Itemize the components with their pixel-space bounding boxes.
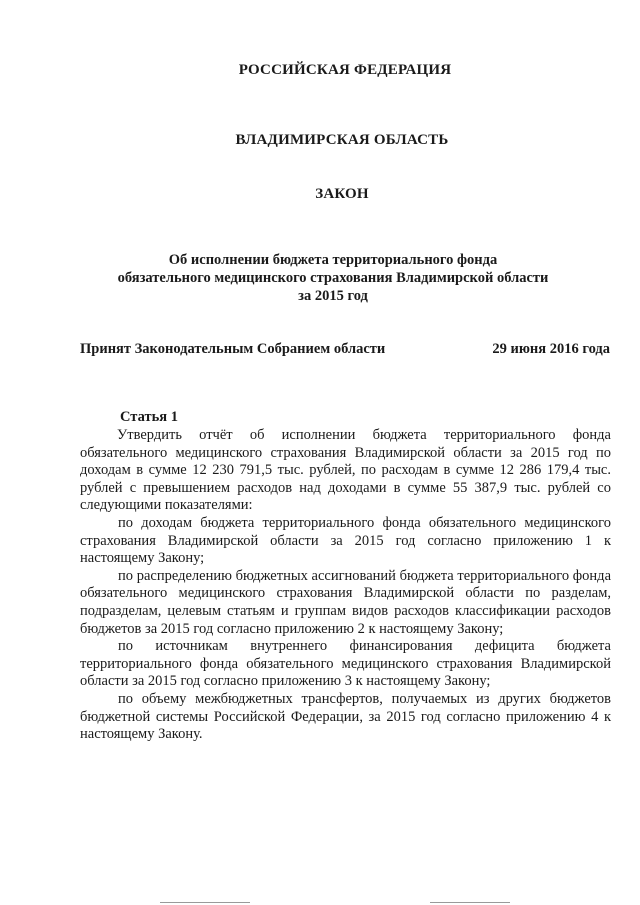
article-paragraph: по доходам бюджета территориального фонда обязательного медицинского страхования Владимирской области за 2015 год согласно приложению 1 к настоящему Закону; bbox=[80, 514, 611, 567]
scan-artifact bbox=[160, 902, 250, 903]
article-paragraph: Утвердить отчёт об исполнении бюджета территориального фонда обязательного медицинского страхования Владимирской области за 2015 год по доходам в сумме 12 230 791,5 тыс. рублей, по расходам в сумме 12 286 179,4 тыс. рублей с превышением расходов над доходами в сумме 55 387,9 тыс. рублей со следующими показателями: bbox=[80, 427, 611, 514]
adopted-by: Принят Законодательным Собранием области bbox=[80, 341, 386, 357]
law-title bbox=[0, 251, 640, 305]
country-heading: РОССИЙСКАЯ ФЕДЕРАЦИЯ bbox=[238, 62, 452, 78]
article-title: Статья 1 bbox=[120, 409, 178, 425]
article-paragraph: по объему межбюджетных трансфертов, получаемых из других бюджетов бюджетной системы Российской Федерации, за 2015 год согласно приложению 4 к настоящему Закону. bbox=[80, 690, 611, 743]
article-paragraph: по источникам внутреннего финансирования дефицита бюджета территориального фонда обязательного медицинского страхования Владимирской области за 2015 год согласно приложению 3 к настоящему Закону; bbox=[80, 638, 611, 690]
law-title-line: Об исполнении бюджета территориального фонда bbox=[168, 252, 498, 268]
document-kind-heading: ЗАКОН bbox=[315, 186, 369, 202]
law-title-line: обязательного медицинского страхования Владимирской области bbox=[117, 270, 549, 286]
region-heading: ВЛАДИМИРСКАЯ ОБЛАСТЬ bbox=[235, 132, 449, 148]
law-title-line: за 2015 год bbox=[298, 288, 368, 304]
article-paragraph: по распределению бюджетных ассигнований бюджета территориального фонда обязательного медицинского страхования Владимирской области по разделам, подразделам, целевым статьям и группам видов расходов классификации расходов бюджетов за 2015 год согласно приложению 2 к настоящему Закону; bbox=[80, 567, 611, 637]
scan-artifact bbox=[430, 902, 510, 903]
adoption-line bbox=[80, 341, 610, 361]
adoption-date: 29 июня 2016 года bbox=[492, 341, 610, 357]
article-body bbox=[80, 427, 611, 744]
